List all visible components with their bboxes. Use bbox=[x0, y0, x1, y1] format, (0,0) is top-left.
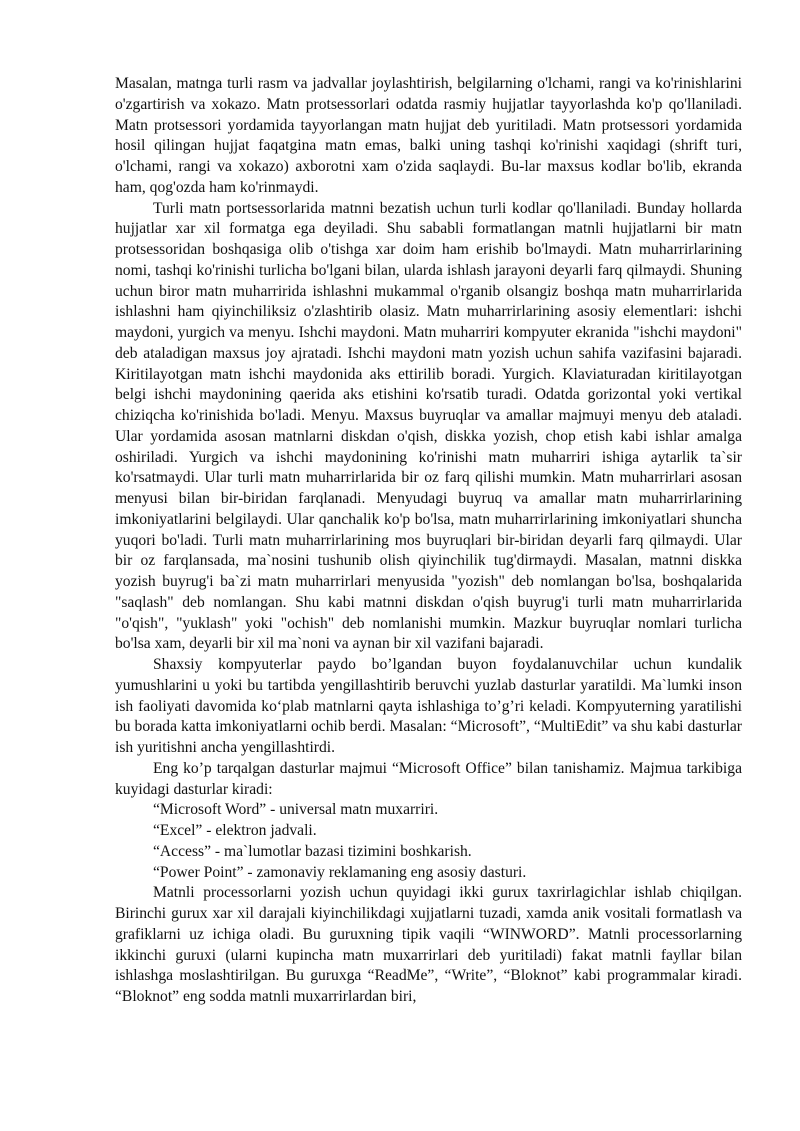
list-item: “Access” - ma`lumotlar bazasi tizimini boshkarish. bbox=[153, 842, 472, 860]
list-item: “Power Point” - zamonaviy reklamaning eng asosiy dasturi. bbox=[153, 863, 527, 881]
paragraph-microsoft-office: Eng ko’p tarqalgan dasturlar majmui “Microsoft Office” bilan tanishamiz. Majmua tarkibiga kuyidagi dasturlar kiradi: bbox=[115, 759, 742, 798]
list-item: “Excel” - elektron jadvali. bbox=[153, 822, 317, 839]
list-item: “Microsoft Word” - universal matn muxarriri. bbox=[153, 801, 439, 819]
paragraph-personal-computers: Shaxsiy kompyuterlar paydo bo’lgandan buyon foydalanuvchilar uchun kundalik yumushlarini u yoki bu tartibda yengillashtirib beruvchi yuzlab dasturlar yaratildi. Ma`lumki inson ish faoliyati davomida ko‘plab matnlarni qayta ishlashiga to’g’ri keladi. Kompyuterning yaratilishi bu borada katta imkoniyatlarni ochib berdi. Masalan: “Microsoft”, “MultiEdit” va shu kabi dasturlar ish yuritishni ancha yengillashtirdi. bbox=[115, 656, 742, 756]
document-page bbox=[115, 74, 742, 1008]
paragraph-intro: Masalan, matnga turli rasm va jadvallar joylashtirish, belgilarning o'lchami, rangi va ko'rinishlarini o'zgartirish va xokazo. Matn protsessorlari odatda rasmiy hujjatlar tayyorlashda ko'p qo'llaniladi. Matn protsessori yordamida tayyorlangan matn hujjat deb yuritiladi. Matn protsessori yordamida hosil qilingan hujjat faqatgina matn emas, balki uning tashqi ko'rinishi xaqidagi (shrift turi, o'lchami, rangi va xokazo) axborotni xam o'zida saqlaydi. Bu-lar maxsus kodlar bo'lib, ekranda ham, qog'ozda ham ko'rinmaydi. bbox=[115, 75, 742, 196]
paragraph-text-editors: Turli matn portsessorlarida matnni bezatish uchun turli kodlar qo'llaniladi. Bunday hollarda hujjatlar xar xil formatga ega deyiladi. Shu sababli formatlangan matnli hujjatlarni bir matn protsessoridan boshqasiga olib o'tishga xar doim ham erishib bo'lmaydi. Matn muharrirlarining nomi, tashqi ko'rinishi turlicha bo'lgani bilan, ularda ishlash jarayoni deyarli farq qilmaydi. Shuning uchun biror matn muharririda ishlashni mukammal o'rganib olsangiz boshqa matn muharrirlarida ishlashni ham qiyinchiliksiz o'zlashtirib olasiz. Matn muharrirlarining asosiy elementlari: ishchi maydoni, yurgich va menyu. Ishchi maydoni. Matn muharriri kompyuter ekranida "ishchi maydoni" deb ataladigan maxsus joy ajratadi. Ishchi maydoni matn yozish uchun sahifa vazifasini bajaradi. Kiritilayotgan matn ishchi maydonida aks ettirilib boradi. Yurgich. Klaviaturadan kiritilayotgan belgi ishchi maydonining qaerida aks etishini ko'rsatib turadi. Odatda gorizontal yoki vertikal chiziqcha ko'rinishida bo'ladi. Menyu. Maxsus buyruqlar va amallar majmuyi menyu deb ataladi. Ular yordamida asosan matnlarni diskdan o'qish, diskka yozish, chop etish kabi ishlar amalga oshiriladi. Yurgich va ishchi maydonining ko'rinishi matn muharriri ishiga aytarlik ta`sir ko'rsatmaydi. Ular turli matn muharrirlarida bir oz farq qilishi mumkin. Matn muharrirlari asosan menyusi bilan bir-biridan farqlanadi. Menyudagi buyruq va amallar matn muharrirlarining imkoniyatlarini belgilaydi. Ular qanchalik ko'p bo'lsa, matn muharrirlarining imkoniyatlari shuncha yuqori bo'ladi. Turli matn muharrirlarining mos buyruqlari bir-biridan deyarli farq qilmaydi. Ular bir oz farqlansada, ma`nosini tushunib olish qiyinchilik tug'dirmaydi. Masalan, matnni diskka yozish buyrug'i ba`zi matn muharrirlari menyusida "yozish" deb nomlangan bo'lsa, boshqalarida "saqlash" deb nomlangan. Shu kabi matnni diskdan o'qish buyrug'i turli matn muharrirlarida "o'qish", "yuklash" yoki "ochish" deb nomlanishi mumkin. Mazkur buyruqlar nomlari turlicha bo'lsa xam, deyarli bir xil ma`noni va aynan bir xil vazifani bajaradi. bbox=[115, 199, 742, 653]
paragraph-processor-groups: Matnli processorlarni yozish uchun quyidagi ikki gurux taxrirlagichlar ishlab chiqilgan. Birinchi gurux xar xil darajali kiyinchilikdagi xujjatlarni tuzadi, xamda anik vositali formatlash va grafiklarni uz ichiga oladi. Bu guruxning tipik vaqili “WINWORD”. Matnli processorlarning ikkinchi guruxi (ularni kupincha matn muxarrirlari deb yuritiladi) fakat matnli fayllar bilan ishlashga moslashtirilgan. Bu guruxga “ReadMe”, “Write”, “Bloknot” kabi programmalar kiradi. “Bloknot” eng sodda matnli muxarrirlardan biri, bbox=[115, 884, 742, 1005]
